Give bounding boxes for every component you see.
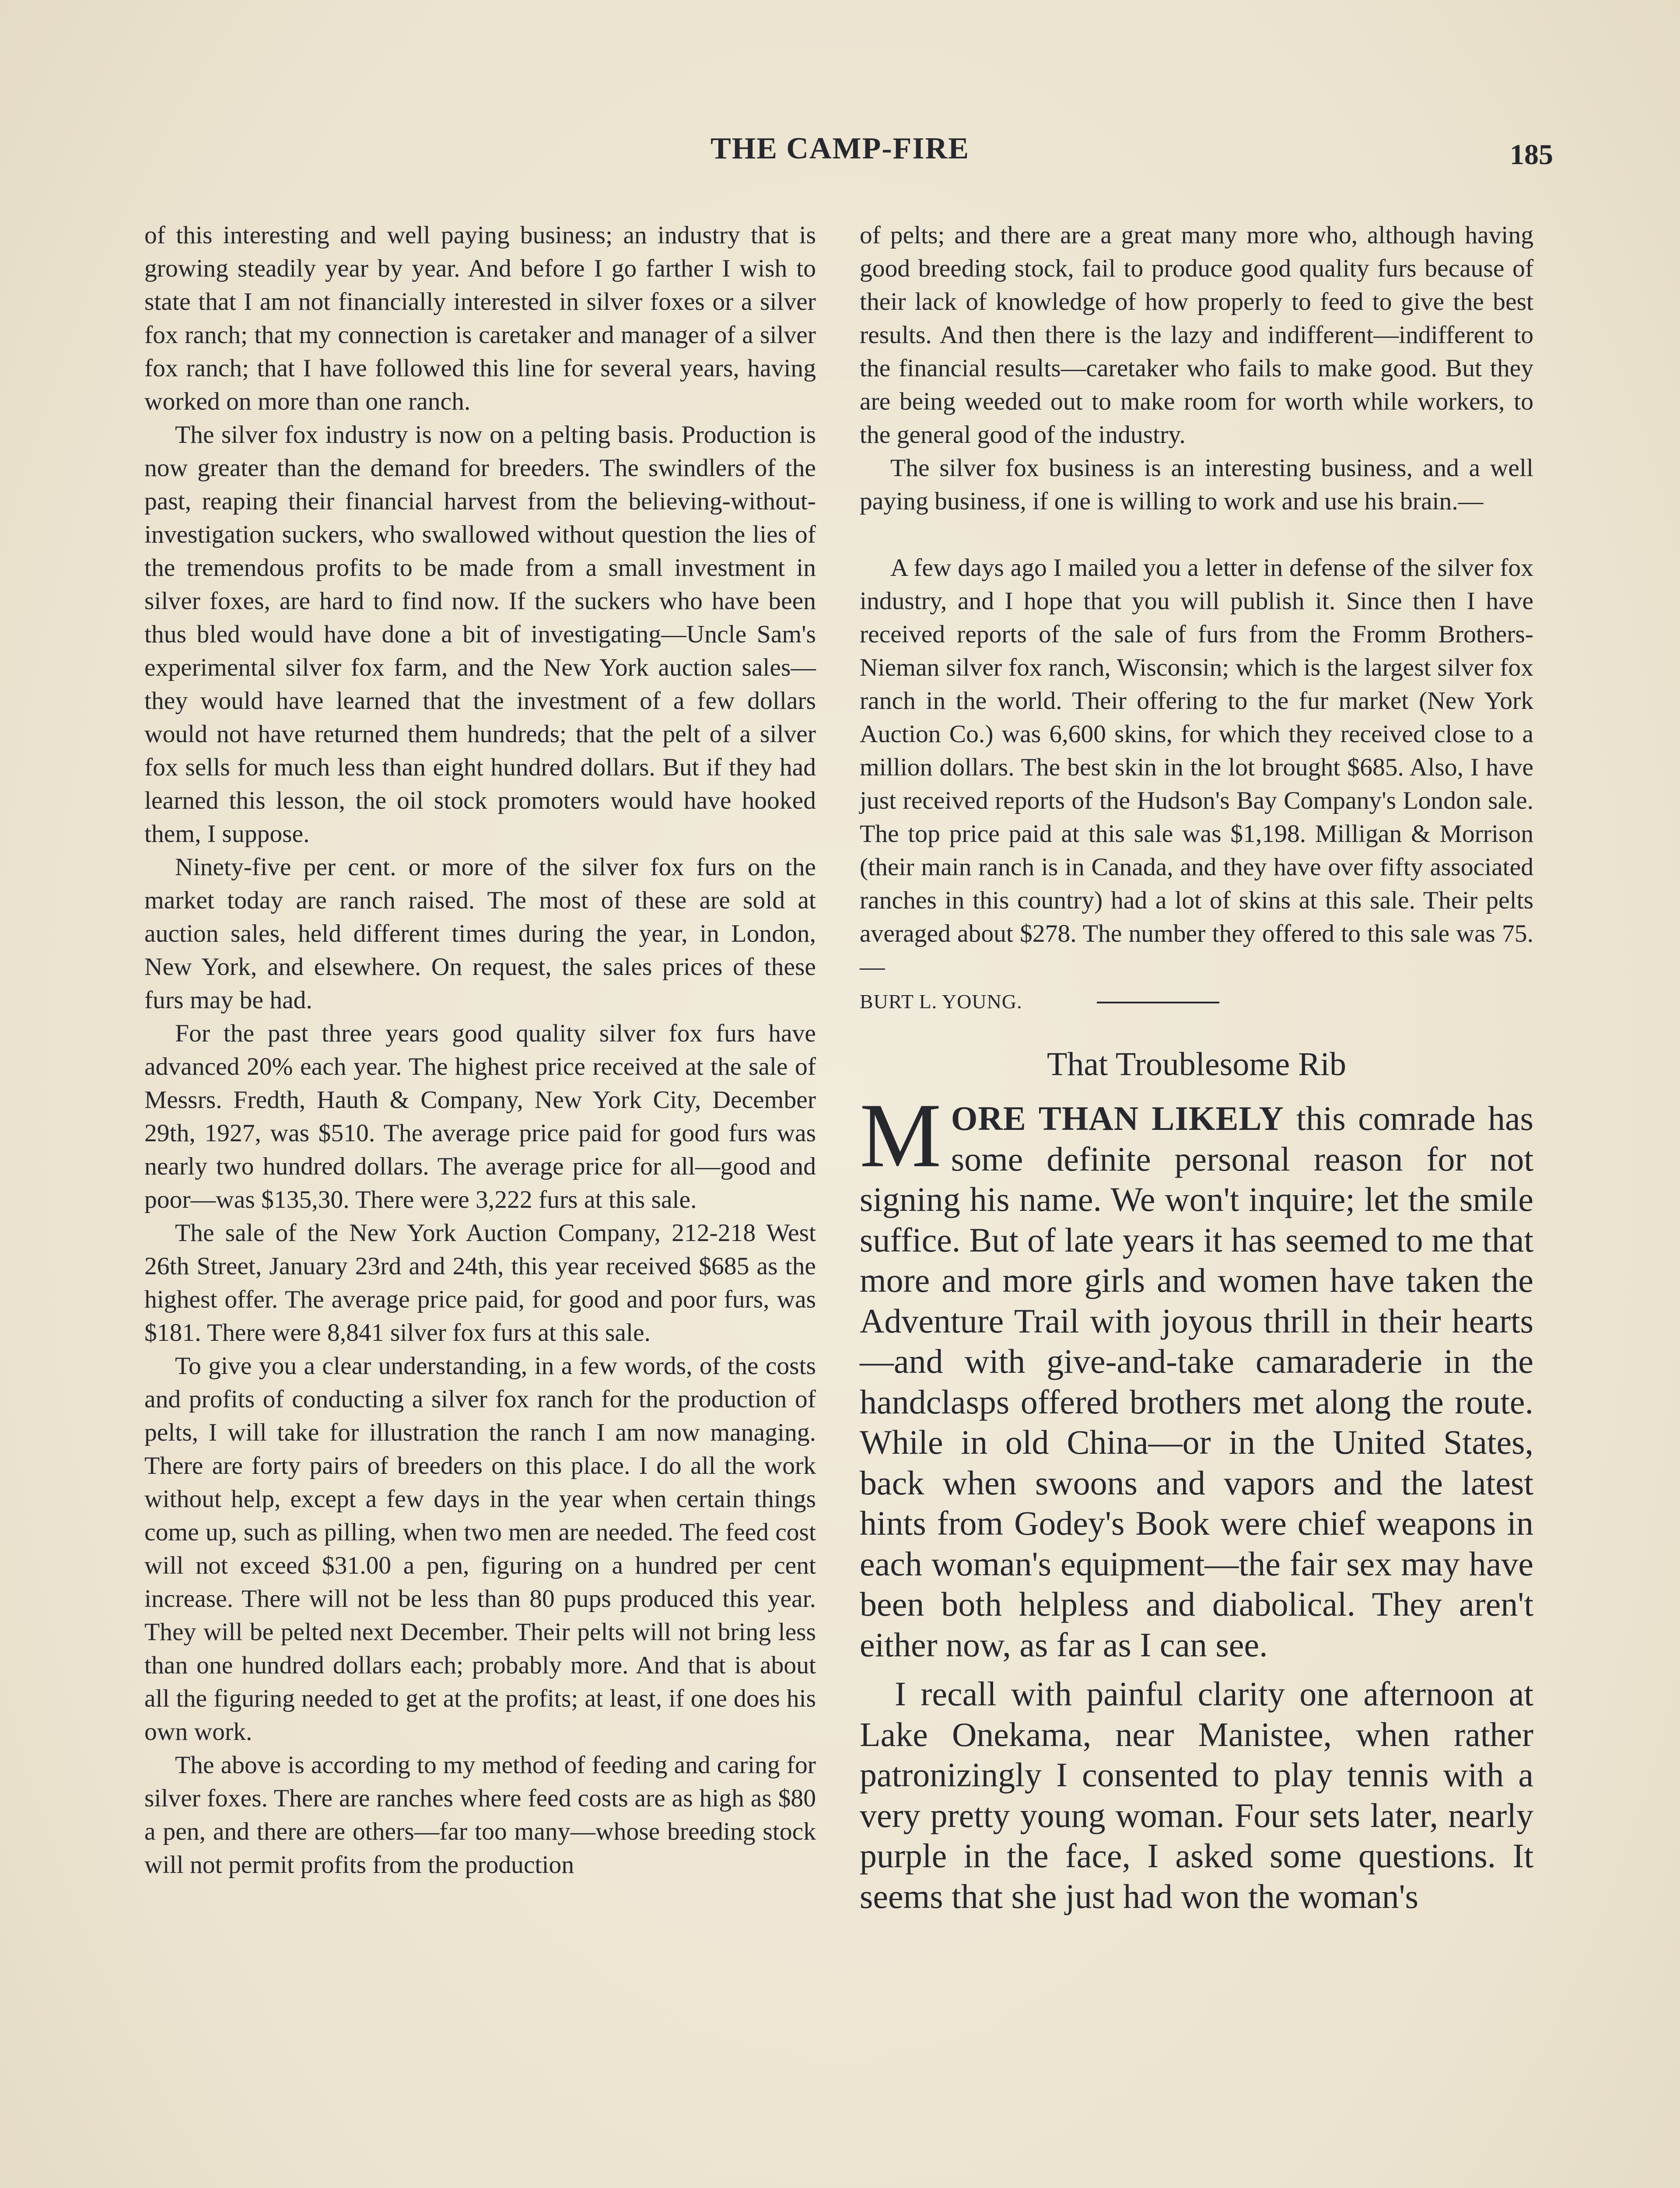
paragraph: of pelts; and there are a great many more who, although having good breeding stock, fail to produce good quality furs because of their lack of knowledge of how properly to feed to give the best results. And then there is the lazy and indifferent—indifferent to the financial results—caretaker who fails to make good. But they are being weeded out to make room for worth while workers, to the general good of the industry. <box>860 221 1533 449</box>
page-number: 185 <box>1510 139 1553 171</box>
letter-closing <box>860 452 1533 518</box>
paragraph-text: this comrade has some definite personal reason for not signing his name. We won't inquire; let the smile suffice. But of late years it has seemed to me that more and more girls and women have taken the Adventure Trail with joyous thrill in their hearts—and with give-and-take camaraderie in the handclasps offered brothers met along the route. While in old China—or in the United States, back when swoons and vapors and the latest hints from Godey's Book were chief weapons in each woman's equipment—the fair sex may have been both helpless and diabolical. They aren't either now, as far as I can see. <box>860 1099 1533 1664</box>
letter-2 <box>860 551 1533 1018</box>
section-rule <box>1097 1002 1219 1003</box>
paragraph: The silver fox industry is now on a pelting basis. Production is now greater than the demand for breeders. The swindlers of the past, reaping their financial harvest from the believing-without-investigation suckers, who swallowed without question the lies of the tremendous profits to be made from a small investment in silver foxes, are hard to find now. If the suckers who have been thus bled would have done a bit of investigating—Uncle Sam's experimental silver fox farm, and the New York auction sales—they would have learned that the investment of a few dollars would not have returned them hundreds; that the pelt of a silver fox sells for much less than eight hundred dollars. But if they had learned this lesson, the oil stock promoters would have hooked them, I suppose. <box>144 421 816 848</box>
article-paragraph: I recall with painful clarity one afternoon at Lake Onekama, near Manistee, when rather patronizingly I consented to play tennis with a very pretty young woman. Four sets later, nearly purple in the face, I asked some questions. It seems that she just had won the woman's <box>860 1675 1533 1915</box>
lead-in-caps: ORE THAN LIKELY <box>951 1099 1284 1137</box>
paragraph: The sale of the New York Auction Company, 212-218 West 26th Street, January 23rd and 24th, this year received $685 as the highest offer. The average price paid, for good and poor furs, was $181. There were 8,841 silver fox furs at this sale. <box>144 1219 816 1346</box>
article-title: That Troublesome Rib <box>1046 1046 1347 1083</box>
article-lead-paragraph <box>860 1085 1533 1665</box>
paragraph: of this interesting and well paying business; an industry that is growing steadily year by year. And before I go farther I wish to state that I am not financially interested in silver foxes or a silver fox ranch; that my connection is caretaker and manager of a silver fox ranch; that I have followed this line for several years, having worked on more than one ranch. <box>144 221 816 415</box>
paragraph-text: A few days ago I mailed you a letter in defense of the silver fox industry, and I hope that you will publish it. Since then I have received reports of the sale of furs from the Fromm Brothers-Nieman silver fox ranch, Wisconsin; which is the largest silver fox ranch in the world. Their offering to the fur market (New York Auction Co.) was 6,600 skins, for which they received close to a million dollars. The best skin in the lot brought $685. Also, I have just received reports of the Hudson's Bay Company's London sale. The top price paid at this sale was $1,198. Milligan & Morrison (their main ranch is in Canada, and they have over fifty associated ranches in this country) had a lot of skins at this sale. Their pelts averaged about $278. The number they offered to this sale was 75.— <box>860 554 1533 981</box>
paragraph: The above is according to my method of feeding and caring for silver foxes. There are ranches where feed costs are as high as $80 a pen, and there are others—far too many—whose breeding stock will not permit profits from the production <box>144 1751 816 1879</box>
letter-separator <box>860 518 1533 551</box>
signature: BURT L. YOUNG. <box>860 990 1022 1013</box>
left-column <box>144 219 816 1882</box>
right-column <box>860 219 1533 1917</box>
paragraph: Ninety-five per cent. or more of the silver fox furs on the market today are ranch raised. The most of these are sold at auction sales, held different times during the year, in London, New York, and elsewhere. On request, the sales prices of these furs may be had. <box>144 853 816 1014</box>
drop-cap: M <box>860 1085 942 1186</box>
paragraph-text: The silver fox business is an interesting business, and a well paying business, if one is willing to work and use his brain.— <box>860 454 1533 515</box>
paragraph: For the past three years good quality silver fox furs have advanced 20% each year. The highest price received at the sale of Messrs. Fredth, Hauth & Company, New York City, December 29th, 1927, was $510. The average price paid for good furs was nearly two hundred dollars. The average price for all—good and poor—was $135,30. There were 3,222 furs at this sale. <box>144 1020 816 1213</box>
header-title: THE CAMP-FIRE <box>710 132 970 165</box>
running-header <box>131 131 1549 179</box>
paragraph: To give you a clear understanding, in a few words, of the costs and profits of conducting a silver fox ranch for the production of pelts, I will take for illustration the ranch I am now managing. There are forty pairs of breeders on this place. I do all the work without help, except a few days in the year when certain things come up, such as pilling, when two men are needed. The feed cost will not exceed $31.00 a pen, figuring on a hundred per cent increase. There will not be less than 80 pups produced this year. They will be pelted next December. Their pelts will not bring less than one hundred dollars each; probably more. And that is about all the figuring needed to get at the profits; at least, if one does his own work. <box>144 1352 816 1746</box>
